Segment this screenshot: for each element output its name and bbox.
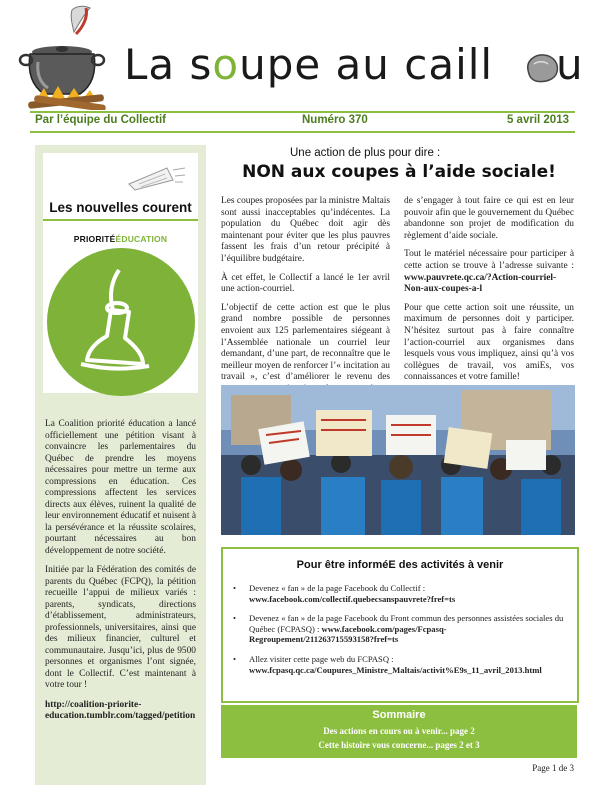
summary-item[interactable]: Des actions en cours ou à venir... page 2 [323, 726, 475, 736]
issue-bar [30, 111, 575, 133]
masthead-title: La soupe au caill [124, 40, 494, 89]
sidebar-divider [43, 219, 198, 221]
masthead-title-end: u [556, 40, 583, 89]
article-headline: NON aux coupes à l’aide sociale! [242, 162, 556, 182]
facebook-collectif-link[interactable]: www.facebook.com/collectif.quebecsanspauvrete?fref=ts [249, 593, 456, 604]
sidebar-paragraph: Initiée par la Fédération des comités de parents du Québec (FCPQ), la pétition recueille l’appui de milieux variés : parents, syndicats, directions d’établissement, administrateurs, professionnels, universitaires, ainsi que des milieux financier, culturel et communautaire. Jusqu’ici, plus de 9500 personnes et organismes l’ont signée, dont le Collectif. C’est maintenant à votre tour ! [45, 565, 196, 690]
article-kicker: Une action de plus pour dire : [290, 147, 441, 159]
newspaper-icon [127, 164, 187, 192]
article-column-left [221, 196, 390, 414]
info-list [231, 583, 571, 684]
bullet-icon: • [233, 613, 237, 624]
summary-title: Sommaire [372, 709, 426, 721]
list-item: • Devenez « fan » de la page Facebook du Front commun des personnes assistées sociales du Québec (FCPASQ) : www.facebook.com/pages/Fcpasq-Regroupement/211263715593158?fref=ts [233, 613, 564, 645]
sidebar-heading: Les nouvelles courent [49, 200, 192, 215]
action-link[interactable]: www.pauvrete.qc.ca/?Action-courriel-Non-aux-coupes-a-l [404, 272, 557, 295]
sidebar-subheading: PRIORITÉÉDUCATION [73, 234, 168, 244]
bullet-icon: • [233, 653, 237, 664]
list-item: • Allez visiter cette page web du FCPASQ : www.fcpasq.qc.ca/Coupures_Ministre_Maltais/activit%E9s_11_avril_2013.html [233, 653, 542, 675]
sidebar-text [45, 419, 196, 731]
page-number: Page 1 de 3 [532, 763, 574, 773]
fcpasq-web-link[interactable]: www.fcpasq.qc.ca/Coupures_Ministre_Maltais/activit%E9s_11_avril_2013.html [249, 664, 542, 675]
soup-pot-logo [14, 2, 124, 110]
sidebar [35, 145, 206, 785]
bullet-icon: • [233, 583, 237, 593]
stone-icon [524, 52, 560, 84]
sidebar-paragraph: La Coalition priorité éducation a lancé officiellement une pétition visant à convaincre les parlementaires du Québec de prendre les moyens nécessaires pour mettre un terme aux compressions en éducation. Ces compressions affectent les services directs aux élèves, ruinent la qualité de leur environnement éducatif et nuisent à la persévérance et la réussite scolaires, pourtant nécessaires au bon développement de notre société. [45, 419, 196, 556]
article-paragraph: de s’engager à tout faire ce qui est en leur pouvoir afin que le gouvernement du Québec abandonne son projet de modification du règlement d’aide sociale. [404, 196, 574, 241]
issue-date: 5 avril 2013 [506, 114, 569, 126]
article-paragraph: Pour que cette action soit une réussite, un maximum de personnes doit y participer. N’hésitez surtout pas à faire connaître l’action-courriel aux organismes dans lesquels vous vous impliquez, ainsi qu’à vos collègues de travail, vos amiEs, vos connaissances et votre famille! [404, 302, 574, 383]
summary-box [221, 705, 577, 758]
article-paragraph: À cet effet, le Collectif a lancé le 1er avril une action-courriel. [221, 272, 390, 295]
list-item: • Devenez « fan » de la page Facebook du Collectif : www.facebook.com/collectif.quebecsanspauvrete?fref=ts [233, 583, 456, 604]
article-column-right [404, 196, 574, 391]
article-paragraph: Tout le matériel nécessaire pour participer à cette action se trouve à l’adresse suivante : www.pauvrete.qc.ca/?Action-courriel-Non-aux-coupes-a-l [404, 249, 574, 295]
issue-authors: Par l’équipe du Collectif [35, 114, 166, 126]
issue-number: Numéro 370 [302, 114, 368, 126]
facebook-fcpasq-link[interactable]: www.facebook.com/pages/Fcpasq-Regroupement/211263715593158?fref=ts [249, 623, 447, 645]
summary-item[interactable]: Cette histoire vous concerne... pages 2 et 3 [318, 740, 480, 750]
petition-link[interactable]: http://coalition-priorite-education.tumblr.com/tagged/petition [45, 699, 196, 721]
bell-icon [47, 248, 195, 396]
protest-photo [221, 385, 575, 535]
article-paragraph: L’objectif de cette action est que le plus grand nombre possible de personnes envoient aux 125 parlementaires siégeant à l’Assemblée nationale un courriel leur demandant, d’une part, de reconnaître que le meilleur moyen de renforcer l’« incitation au travail », c’est d’améliorer le revenu des [221, 302, 390, 383]
info-box [221, 547, 579, 703]
info-box-title: Pour être informéE des activités à venir [296, 559, 504, 571]
article-paragraph: Les coupes proposées par la ministre Maltais sont aussi inacceptables qu’indécentes. La population du Québec doit agir dès maintenant pour éviter que les plus pauvres fassent les frais d’un retour précipité à l’équilibre budgétaire. [221, 196, 390, 264]
